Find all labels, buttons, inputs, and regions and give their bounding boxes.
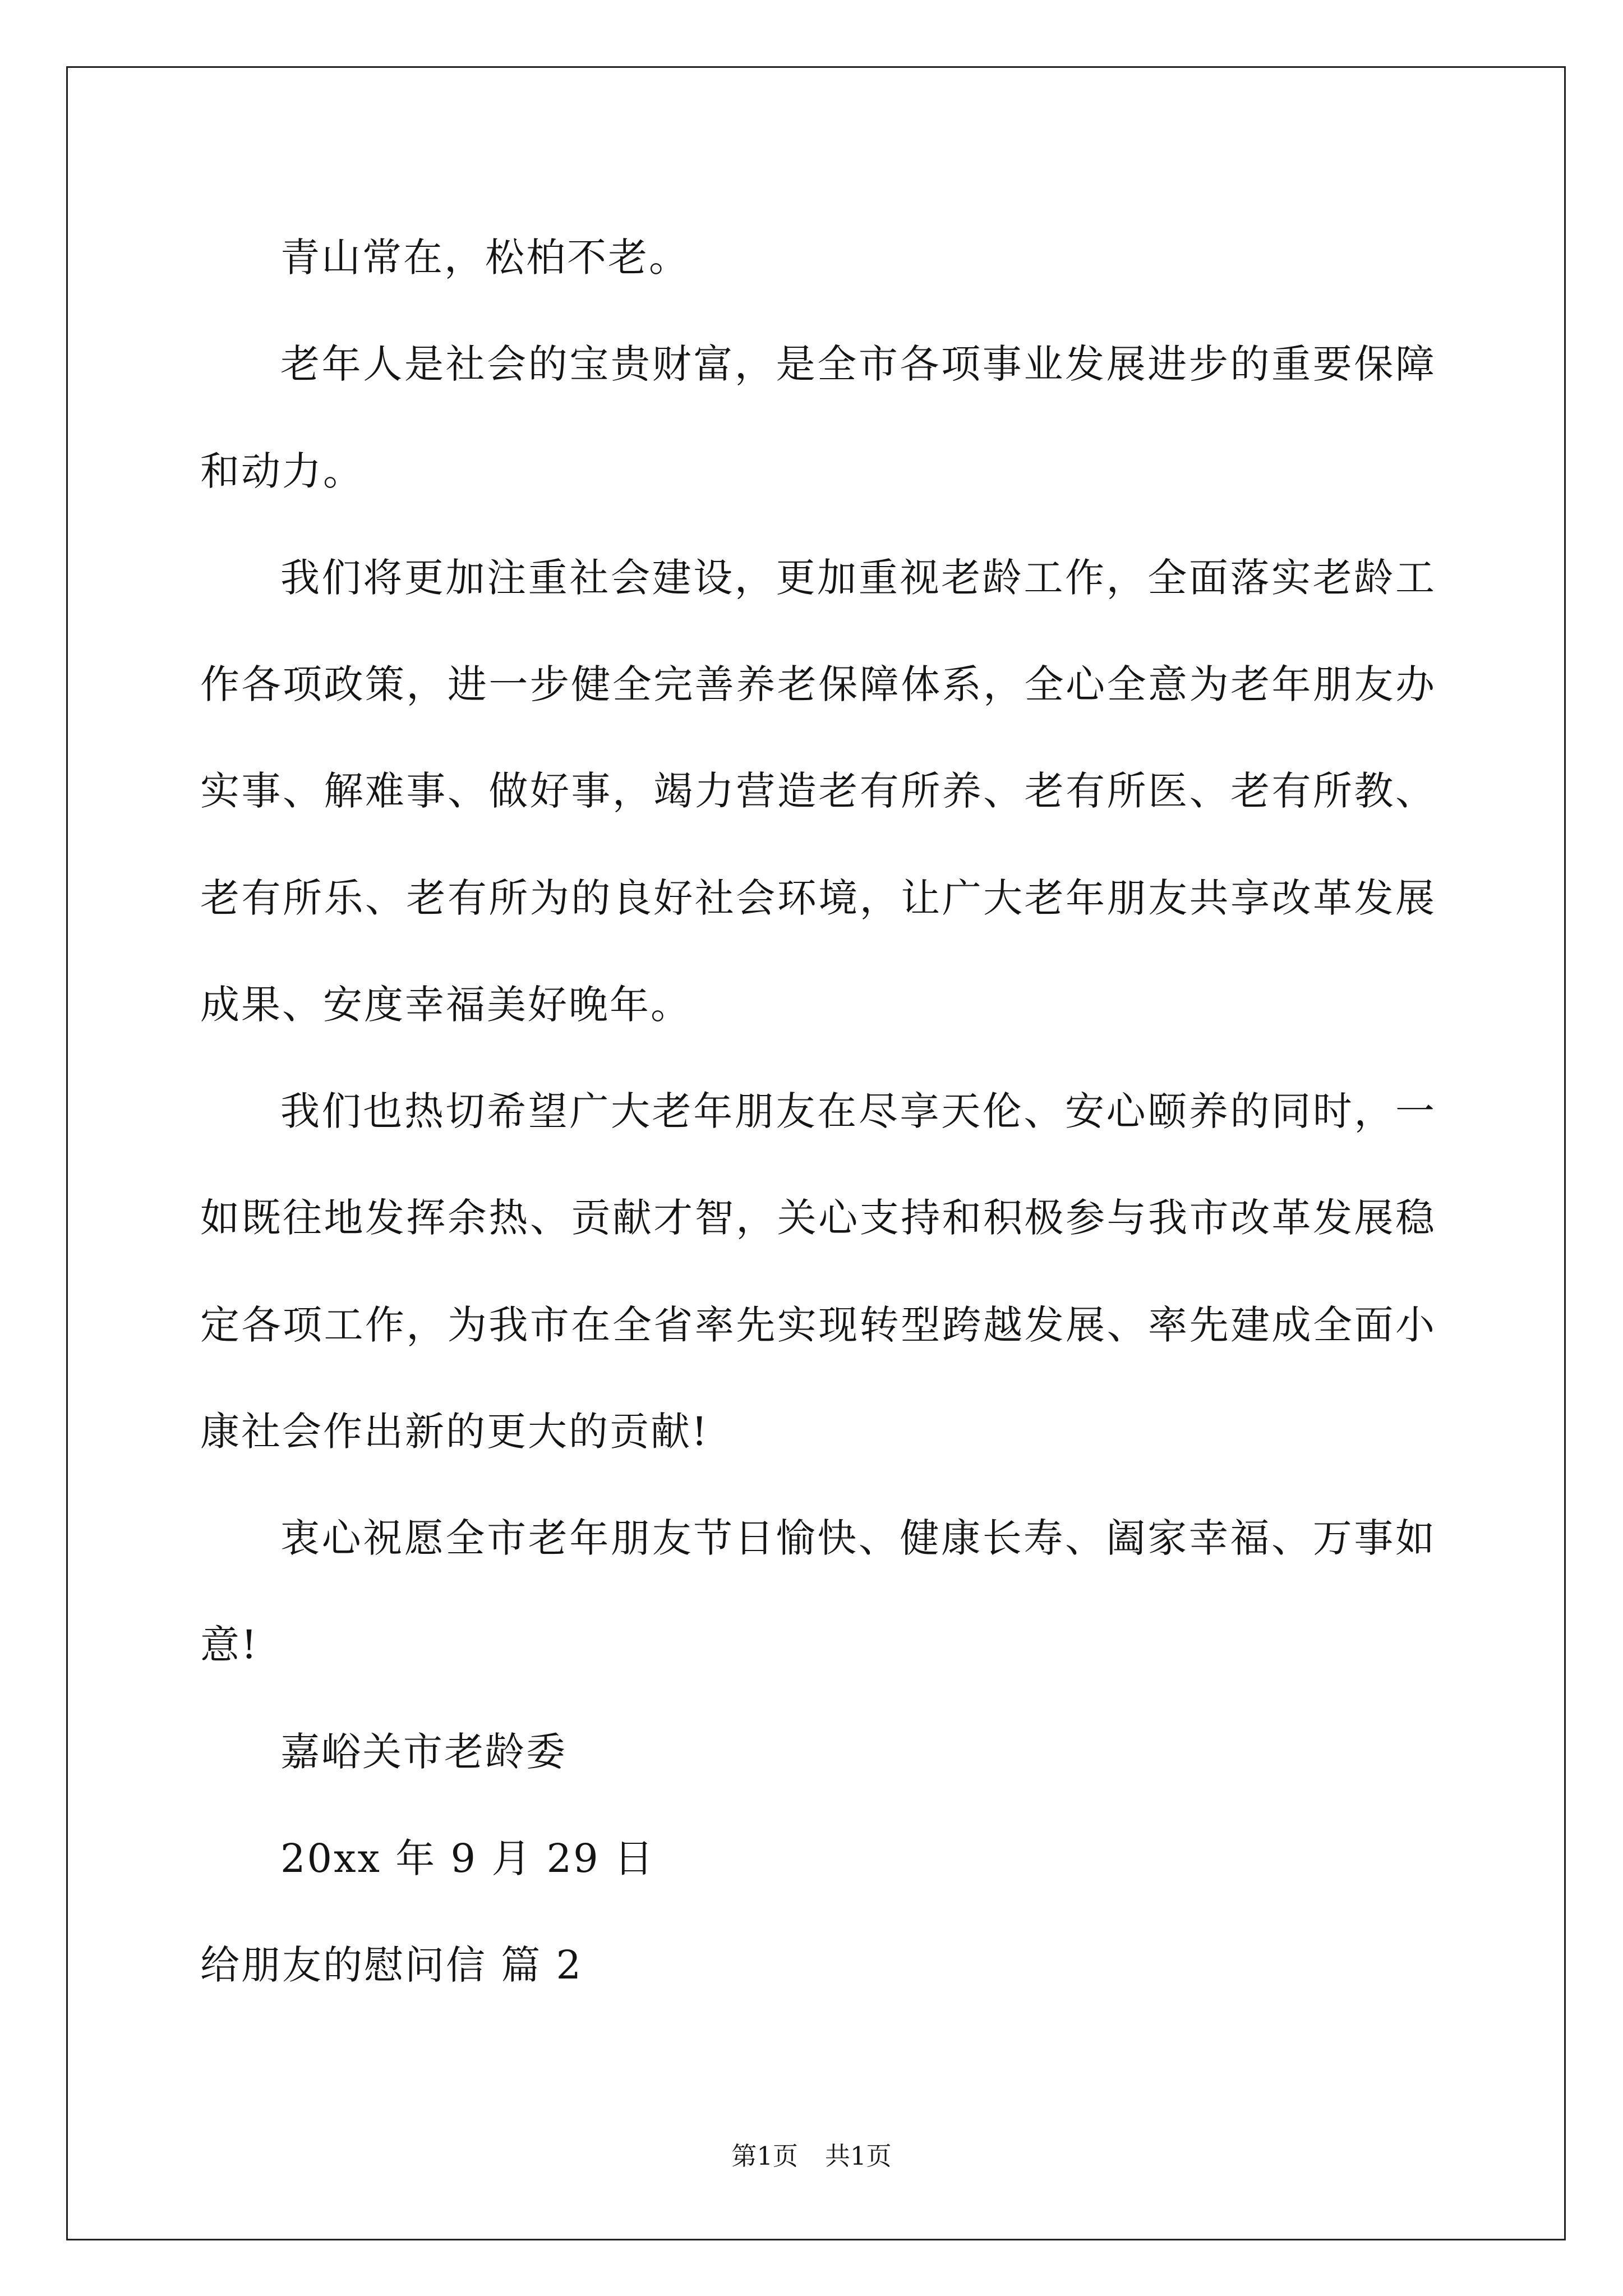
page-number-current: 第1页 [731, 2141, 798, 2171]
paragraph-line: 成果、安度幸福美好晚年。 [200, 981, 691, 1028]
section-title: 给朋友的慰问信 篇 2 [200, 1942, 583, 1988]
letter-body [200, 204, 1435, 2018]
paragraph-line: 康社会作出新的更大的贡献! [200, 1408, 709, 1455]
paragraph-line: 如既往地发挥余热、贡献才智，关心支持和积极参与我市改革发展稳 [200, 1195, 1435, 1241]
paragraph-line: 老有所乐、老有所为的良好社会环境，让广大老年朋友共享改革发展 [200, 875, 1435, 921]
paragraph-line: 衷心祝愿全市老年朋友节日愉快、健康长寿、阖家幸福、万事如 [280, 1515, 1435, 1561]
paragraph [200, 311, 1435, 524]
opening-line: 青山常在，松柏不老。 [280, 234, 690, 280]
paragraph-line: 实事、解难事、做好事，竭力营造老有所养、老有所医、老有所教、 [200, 768, 1435, 815]
paragraph [200, 1485, 1435, 1699]
paragraph-line: 意! [200, 1622, 259, 1668]
page-count-total: 共1页 [825, 2141, 892, 2171]
paragraph-line: 作各项政策，进一步健全完善养老保障体系，全心全意为老年朋友办 [200, 661, 1435, 707]
paragraph-line: 和动力。 [200, 448, 364, 494]
paragraph-line: 定各项工作，为我市在全省率先实现转型跨越发展、率先建成全面小 [200, 1301, 1435, 1348]
paragraph-line: 我们将更加注重社会建设，更加重视老龄工作，全面落实老龄工 [280, 554, 1435, 601]
paragraph [200, 524, 1435, 1058]
paragraph-line: 我们也热切希望广大老年朋友在尽享天伦、安心颐养的同时，一 [280, 1088, 1435, 1134]
page-footer [0, 2139, 1623, 2173]
paragraph [200, 1058, 1435, 1485]
date-line: 20xx 年 9 月 29 日 [280, 1835, 655, 1881]
signature: 嘉峪关市老龄委 [280, 1728, 567, 1775]
paragraph-line: 老年人是社会的宝贵财富，是全市各项事业发展进步的重要保障 [280, 341, 1435, 388]
